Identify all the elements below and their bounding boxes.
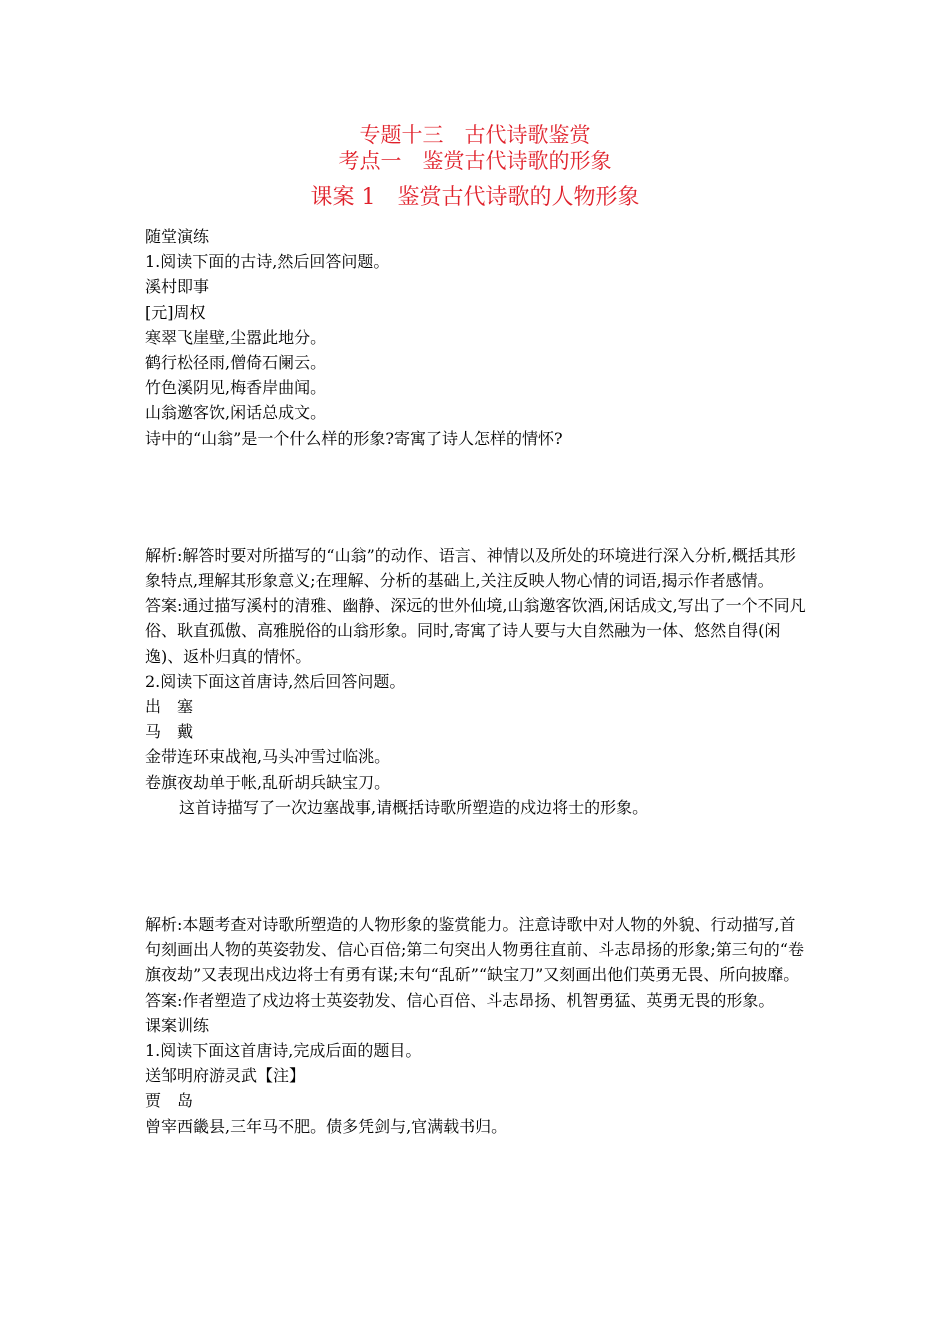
answer-text: 答案:作者塑造了戍边将士英姿勃发、信心百倍、斗志昂扬、机智勇猛、英勇无畏的形象。 (145, 990, 775, 1010)
poem-title: 溪村即事 (145, 277, 210, 297)
question-text: 这首诗描写了一次边塞战事,请概括诗歌所塑造的戍边将士的形象。 (179, 797, 649, 817)
poem-line: 鹤行松径雨,僧倚石阑云。 (145, 353, 327, 373)
poem-line: 竹色溪阴见,梅香岸曲闻。 (145, 378, 327, 398)
poem-title: 出 塞 (145, 697, 194, 717)
point-title: 考点一 鉴赏古代诗歌的形象 (338, 149, 612, 173)
question-prompt: 1.阅读下面的古诗,然后回答问题。 (145, 252, 390, 272)
poem-title: 送邹明府游灵武【注】 (145, 1066, 306, 1086)
question-prompt: 1.阅读下面这首唐诗,完成后面的题目。 (145, 1041, 422, 1061)
answer-space (145, 451, 810, 543)
poem-line: 金带连环束战袍,马头冲雪过临洮。 (145, 747, 391, 767)
poem-line: 卷旗夜劫单于帐,乱斫胡兵缺宝刀。 (145, 772, 391, 792)
poem-line: 寒翠飞崖壁,尘嚣此地分。 (145, 327, 327, 347)
poem-line: 山翁邀客饮,闲话总成文。 (145, 403, 327, 423)
poem-author: 马 戴 (145, 722, 194, 742)
question-text: 诗中的“山翁”是一个什么样的形象?寄寓了诗人怎样的情怀? (145, 428, 563, 448)
section-heading: 随堂演练 (145, 227, 210, 246)
topic-title: 专题十三 古代诗歌鉴赏 (359, 123, 591, 147)
poem-line: 曾宰西畿县,三年马不肥。债多凭剑与,官满载书归。 (145, 1116, 508, 1136)
poem-author: [元]周权 (145, 302, 206, 322)
poem-author: 贾 岛 (145, 1091, 194, 1111)
document-body (145, 224, 810, 1139)
question-prompt: 2.阅读下面这首唐诗,然后回答问题。 (145, 671, 406, 691)
answer-text: 答案:通过描写溪村的清雅、幽静、深远的世外仙境,山翁邀客饮酒,闲话成文,写出了一个不同凡俗、耿直孤傲、高雅脱俗的山翁形象。同时,寄寓了诗人要与大自然融为一体、悠然自得(闲逸)、返朴归真的情怀。 (145, 596, 806, 666)
answer-space (145, 820, 810, 912)
analysis-text: 解析:本题考查对诗歌所塑造的人物形象的鉴赏能力。注意诗歌中对人物的外貌、行动描写,首句刻画出人物的英姿勃发、信心百倍;第二句突出人物勇往直前、斗志昂扬的形象;第三句的“卷旗夜劫”又表现出戍边将士有勇有谋;末句“乱斫”“缺宝刀”又刻画出他们英勇无畏、所向披靡。 (145, 915, 804, 985)
section-heading: 课案训练 (145, 1015, 210, 1035)
analysis-text: 解析:解答时要对所描写的“山翁”的动作、语言、神情以及所处的环境进行深入分析,概括其形象特点,理解其形象意义;在理解、分析的基础上,关注反映人物心情的词语,揭示作者感情。 (145, 545, 796, 591)
lesson-title: 课案 1 鉴赏古代诗歌的人物形象 (310, 185, 640, 210)
